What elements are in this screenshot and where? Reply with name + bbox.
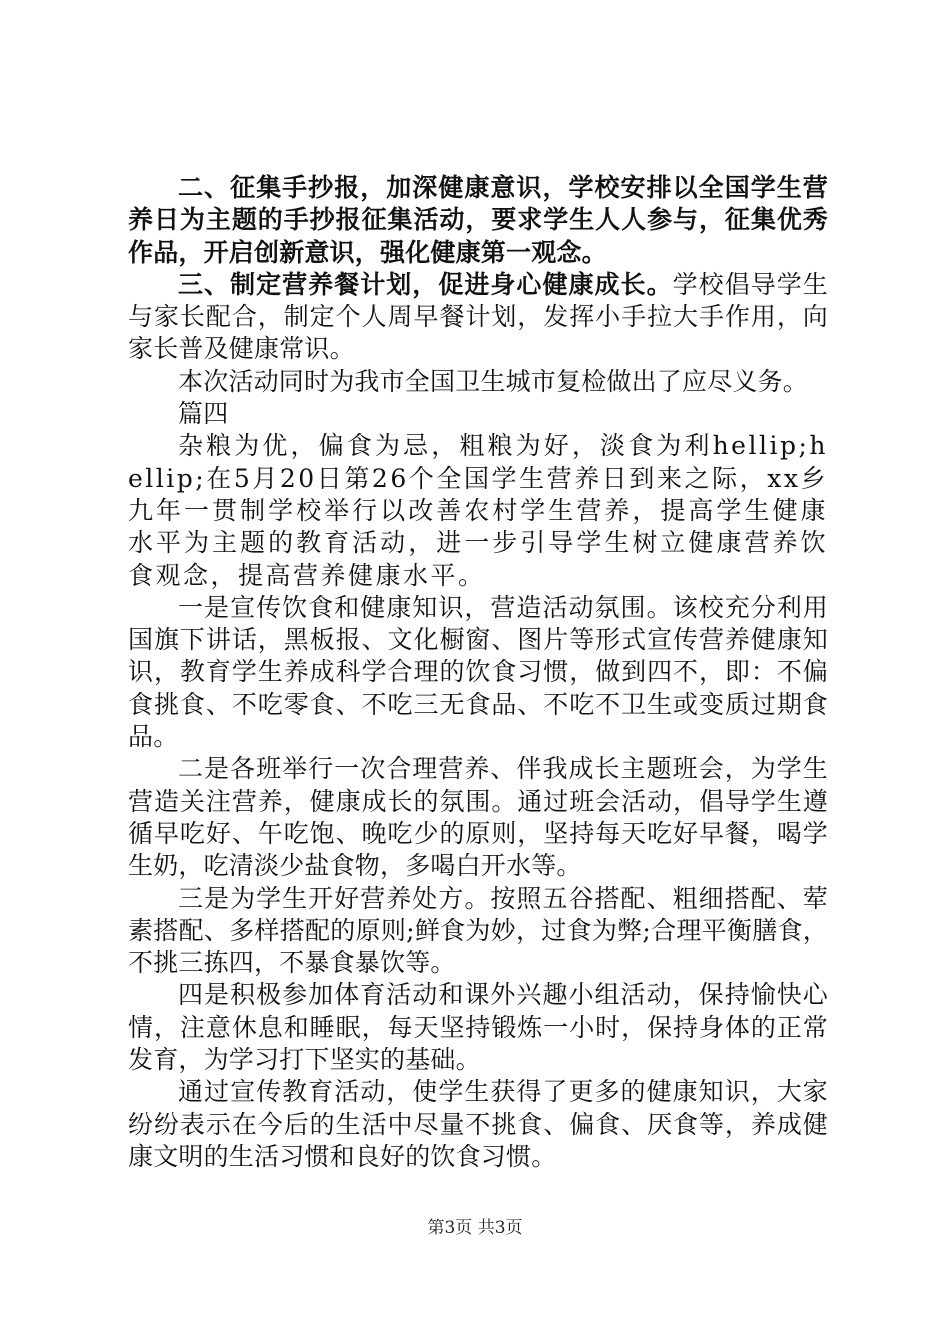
paragraph-lead-meal-plan: 三、制定营养餐计划，促进身心健康成长。	[178, 269, 673, 299]
paragraph-handcopy-newspaper: 二、征集手抄报，加深健康意识，学校安排以全国学生营养日为主题的手抄报征集活动，要求学生人人参与，征集优秀作品，开启创新意识，强化健康第一观念。	[128, 173, 828, 267]
section-heading: 篇四	[178, 399, 229, 429]
paragraph-sanitary-city: 本次活动同时为我市全国卫生城市复检做出了应尽义务。	[178, 366, 809, 396]
paragraph-point-three: 三是为学生开好营养处方。按照五谷搭配、粗细搭配、荤素搭配、多样搭配的原则;鲜食为妙，过食为弊;合理平衡膳食，不挑三拣四，不暴食暴饮等。	[128, 883, 828, 978]
document-body	[128, 172, 828, 1173]
page-number: 第3页 共3页	[427, 1218, 523, 1238]
paragraph-point-one: 一是宣传饮食和健康知识，营造活动氛围。该校充分利用国旗下讲话，黑板报、文化橱窗、图片等形式宣传营养健康知识，教育学生养成科学合理的饮食习惯，做到四不，即：不偏食挑食、不吃零食、不吃三无食品、不吃不卫生或变质过期食品。	[128, 592, 828, 752]
paragraph-conclusion: 通过宣传教育活动，使学生获得了更多的健康知识，大家纷纷表示在今后的生活中尽量不挑食、偏食、厌食等，养成健康文明的生活习惯和良好的饮食习惯。	[128, 1077, 828, 1171]
paragraph-point-four: 四是积极参加体育活动和课外兴趣小组活动，保持愉快心情，注意休息和睡眠，每天坚持锻炼一小时，保持身体的正常发育，为学习打下坚实的基础。	[128, 980, 828, 1075]
paragraph-intro: 杂粮为优，偏食为忌，粗粮为好，淡食为利hellip;hellip;在5月20日第26个全国学生营养日到来之际，xx乡九年一贯制学校举行以改善农村学生营养，提高学生健康水平为主题的教育活动，进一步引导学生树立健康营养饮食观念，提高营养健康水平。	[128, 431, 828, 590]
paragraph-nutrition-meal-plan	[128, 269, 828, 366]
paragraph-body-meal-plan: 学校倡导学生与家长配合，制定个人周早餐计划，发挥小手拉大手作用，向家长普及健康常识。	[128, 269, 828, 364]
paragraph-point-two: 二是各班举行一次合理营养、伴我成长主题班会，为学生营造关注营养，健康成长的氛围。通过班会活动，倡导学生遵循早吃好、午吃饱、晚吃少的原则，坚持每天吃好早餐，喝学生奶，吃清淡少盐食物，多喝白开水等。	[128, 754, 828, 881]
